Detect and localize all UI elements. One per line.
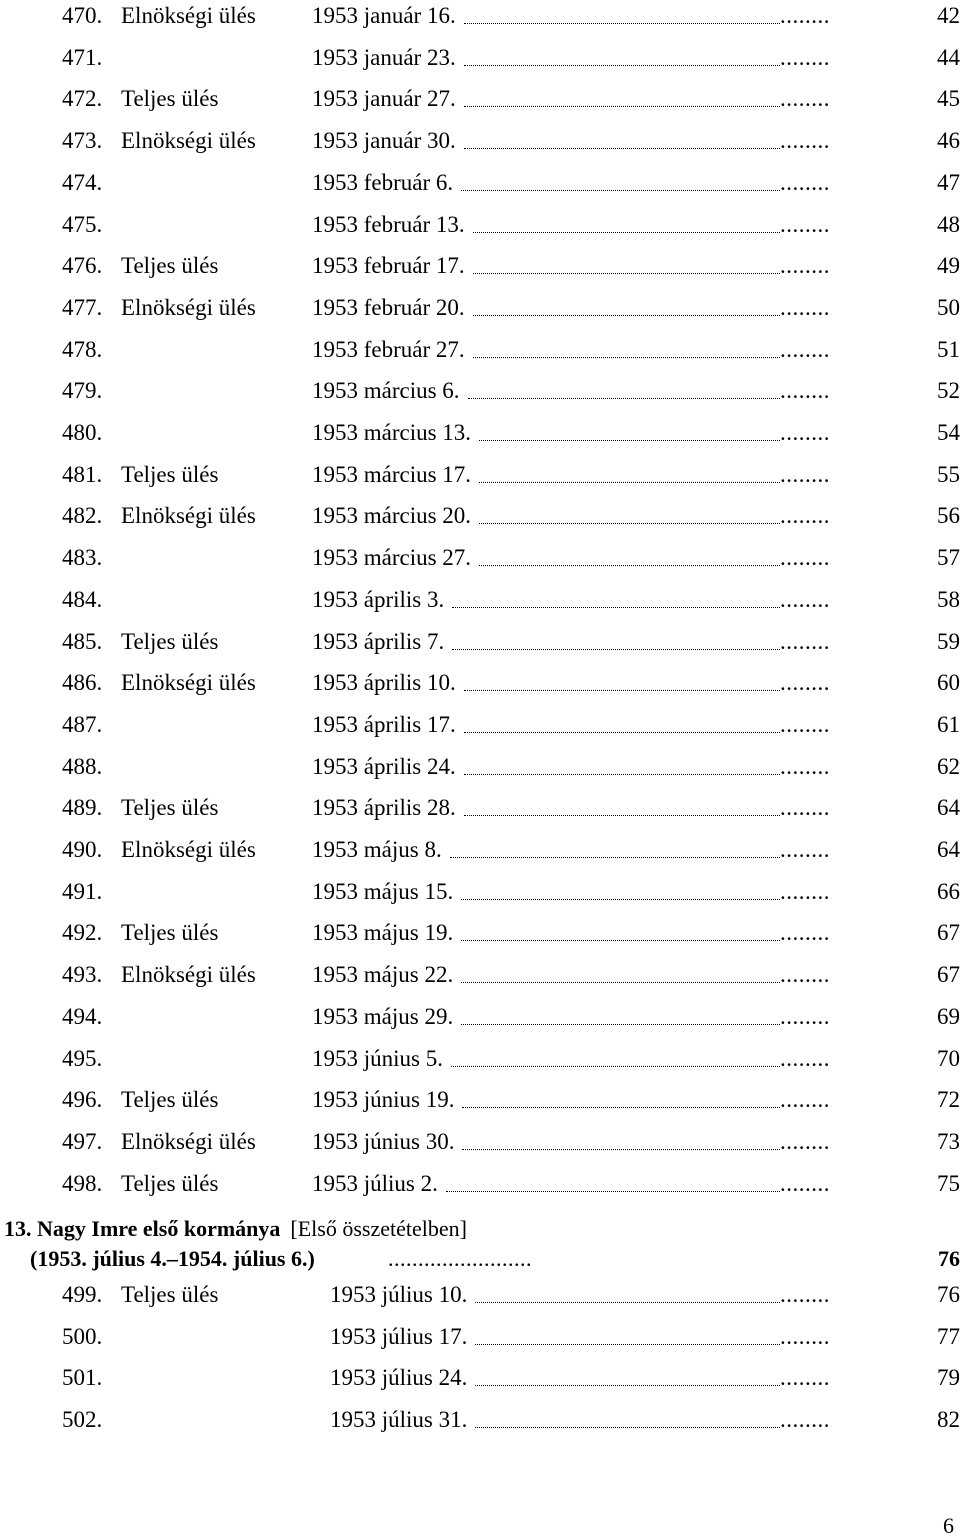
dot-leader-end: ........ <box>780 1045 830 1071</box>
section-dot-leader: ........................ <box>388 1246 532 1271</box>
toc-entry <box>0 1084 960 1116</box>
dot-leader-end: ........ <box>780 503 830 529</box>
footer-page-number: 6 <box>943 1513 954 1538</box>
session-date: 1953 április 28. <box>312 795 456 821</box>
session-date: 1953 április 10. <box>312 670 456 696</box>
dot-leader-end: ........ <box>780 253 830 279</box>
session-type: Elnökségi ülés <box>121 294 256 320</box>
entry-number: 497. <box>62 1128 103 1154</box>
entry-number: 495. <box>62 1045 103 1071</box>
session-date: 1953 február 20. <box>312 294 465 320</box>
dot-leader-end: ........ <box>780 920 830 946</box>
page-number: 45 <box>937 86 960 112</box>
session-date: 1953 január 16. <box>312 3 456 28</box>
dot-leader-end: ........ <box>780 1087 830 1113</box>
session-date: 1953 április 3. <box>312 586 445 612</box>
page-number: 77 <box>937 1323 960 1349</box>
dot-leader <box>461 1024 780 1025</box>
dot-leader-end: ........ <box>780 711 830 737</box>
page-number: 64 <box>937 795 960 821</box>
toc-entry <box>0 876 960 908</box>
entry-number: 482. <box>62 503 103 529</box>
page-number: 46 <box>937 128 960 154</box>
toc-entry <box>0 167 960 199</box>
dot-leader <box>473 232 780 233</box>
entry-number: 483. <box>62 545 103 571</box>
page-number: 57 <box>937 545 960 571</box>
toc-entry <box>0 459 960 491</box>
toc-entry <box>0 751 960 783</box>
entry-number: 492. <box>62 920 103 946</box>
page-number: 44 <box>937 44 960 70</box>
entry-number: 472. <box>62 86 103 112</box>
dot-leader-end: ........ <box>780 1128 830 1154</box>
entry-number: 474. <box>62 169 103 195</box>
page-number: 54 <box>937 420 960 445</box>
dot-leader-end: ........ <box>780 420 830 445</box>
dot-leader-end: ........ <box>780 1407 830 1433</box>
session-type: Teljes ülés <box>121 1282 219 1307</box>
entry-number: 479. <box>62 378 103 404</box>
session-date: 1953 január 27. <box>312 86 456 112</box>
dot-leader-end: ........ <box>780 86 830 112</box>
dot-leader <box>475 1385 780 1386</box>
session-date: 1953 június 5. <box>312 1045 443 1071</box>
session-date: 1953 július 24. <box>330 1365 468 1391</box>
page-number: 79 <box>937 1365 960 1391</box>
session-date: 1953 május 19. <box>312 920 454 946</box>
dot-leader-end: ........ <box>780 1282 830 1307</box>
entry-number: 475. <box>62 211 103 237</box>
dot-leader-end: ........ <box>780 962 830 988</box>
toc-entry <box>0 1043 960 1075</box>
session-date: 1953 február 27. <box>312 336 465 362</box>
entry-number: 481. <box>62 461 103 487</box>
dot-leader <box>461 899 780 900</box>
session-date: 1953 július 2. <box>312 1170 438 1196</box>
session-type: Elnökségi ülés <box>121 128 256 154</box>
toc-entry <box>0 1001 960 1033</box>
entry-number: 498. <box>62 1170 103 1196</box>
dot-leader-end: ........ <box>780 670 830 696</box>
session-date: 1953 május 29. <box>312 1003 454 1029</box>
toc-entry <box>0 1362 960 1394</box>
dot-leader-end: ........ <box>780 1323 830 1349</box>
dot-leader-end: ........ <box>780 169 830 195</box>
session-type: Teljes ülés <box>121 253 219 279</box>
dot-leader <box>464 106 780 107</box>
dot-leader <box>473 273 780 274</box>
page-number: 60 <box>937 670 960 696</box>
entry-number: 491. <box>62 878 103 904</box>
dot-leader <box>451 1066 780 1067</box>
dot-leader-end: ........ <box>780 1365 830 1391</box>
entry-number: 496. <box>62 1087 103 1113</box>
dot-leader-end: ........ <box>780 211 830 237</box>
dot-leader <box>462 1107 780 1108</box>
dot-leader <box>479 482 780 483</box>
entry-number: 478. <box>62 336 103 362</box>
dot-leader-end: ........ <box>780 44 830 70</box>
session-date: 1953 június 30. <box>312 1128 455 1154</box>
entry-number: 501. <box>62 1365 103 1391</box>
entry-number: 488. <box>62 753 103 779</box>
dot-leader <box>479 440 780 441</box>
session-date: 1953 április 24. <box>312 753 456 779</box>
dot-leader <box>464 690 780 691</box>
dot-leader <box>475 1344 780 1345</box>
page-number: 48 <box>937 211 960 237</box>
session-type: Teljes ülés <box>121 920 219 946</box>
section-subtitle: [Első összetételben] <box>290 1216 467 1241</box>
page-number: 67 <box>937 920 960 946</box>
session-type: Teljes ülés <box>121 628 219 654</box>
session-date: 1953 március 17. <box>312 461 472 487</box>
session-date: 1953 március 6. <box>312 378 460 404</box>
toc-entry <box>0 250 960 282</box>
dot-leader <box>468 398 780 399</box>
dot-leader <box>461 982 780 983</box>
entry-number: 493. <box>62 962 103 988</box>
toc-entry <box>0 83 960 115</box>
page-number: 58 <box>937 586 960 612</box>
section-title-line <box>4 1214 467 1244</box>
dot-leader <box>462 1149 780 1150</box>
toc-entry <box>0 334 960 366</box>
dot-leader <box>461 940 780 941</box>
page-number: 76 <box>937 1282 960 1307</box>
session-date: 1953 március 27. <box>312 545 472 571</box>
session-date: 1953 március 20. <box>312 503 472 529</box>
entry-number: 490. <box>62 837 103 862</box>
page-number: 66 <box>937 878 960 904</box>
dot-leader <box>475 1427 780 1428</box>
entry-number: 485. <box>62 628 103 654</box>
toc-entry <box>0 1279 960 1311</box>
dot-leader-end: ........ <box>780 128 830 154</box>
session-date: 1953 február 6. <box>312 169 454 195</box>
session-type: Elnökségi ülés <box>121 1128 256 1154</box>
entry-number: 470. <box>62 3 103 28</box>
session-date: 1953 április 17. <box>312 711 456 737</box>
toc-entry <box>0 1168 960 1200</box>
dot-leader-end: ........ <box>780 586 830 612</box>
session-type: Elnökségi ülés <box>121 3 256 28</box>
dot-leader <box>464 774 780 775</box>
session-date: 1953 február 17. <box>312 253 465 279</box>
session-date: 1953 április 7. <box>312 628 445 654</box>
session-type: Elnökségi ülés <box>121 503 256 529</box>
session-type: Teljes ülés <box>121 1087 219 1113</box>
toc-entry <box>0 584 960 616</box>
dot-leader-end: ........ <box>780 753 830 779</box>
dot-leader <box>479 523 780 524</box>
dot-leader <box>446 1191 780 1192</box>
dot-leader <box>475 1302 780 1303</box>
entry-number: 489. <box>62 795 103 821</box>
entry-number: 487. <box>62 711 103 737</box>
section-page-number: 76 <box>938 1246 960 1271</box>
session-type: Elnökségi ülés <box>121 837 256 862</box>
entry-number: 484. <box>62 586 103 612</box>
session-type: Teljes ülés <box>121 795 219 821</box>
dot-leader <box>464 815 780 816</box>
session-type: Teljes ülés <box>121 461 219 487</box>
dot-leader <box>479 565 780 566</box>
session-date: 1953 július 31. <box>330 1407 468 1433</box>
toc-entry <box>0 1321 960 1353</box>
session-date: 1953 május 22. <box>312 962 454 988</box>
toc-entry <box>0 375 960 407</box>
page-number: 70 <box>937 1045 960 1071</box>
session-date: 1953 július 17. <box>330 1323 468 1349</box>
toc-entry <box>0 917 960 949</box>
page-number: 67 <box>937 962 960 988</box>
toc-entry <box>0 792 960 824</box>
toc-entry <box>0 417 960 449</box>
page-number: 64 <box>937 837 960 862</box>
dot-leader-end: ........ <box>780 294 830 320</box>
dot-leader-end: ........ <box>780 878 830 904</box>
dot-leader <box>473 357 780 358</box>
dot-leader <box>461 190 780 191</box>
page-number: 61 <box>937 711 960 737</box>
session-type: Elnökségi ülés <box>121 670 256 696</box>
page-number: 75 <box>937 1170 960 1196</box>
page-number: 72 <box>937 1087 960 1113</box>
session-type: Teljes ülés <box>121 1170 219 1196</box>
dot-leader-end: ........ <box>780 795 830 821</box>
dot-leader <box>464 732 780 733</box>
page-number: 52 <box>937 378 960 404</box>
session-type: Elnökségi ülés <box>121 962 256 988</box>
entry-number: 499. <box>62 1282 103 1307</box>
session-date: 1953 február 13. <box>312 211 465 237</box>
toc-entry <box>0 125 960 157</box>
entry-number: 494. <box>62 1003 103 1029</box>
dot-leader <box>450 857 780 858</box>
page-number: 47 <box>937 169 960 195</box>
session-date: 1953 március 13. <box>312 420 472 445</box>
dot-leader <box>452 607 780 608</box>
page-number: 51 <box>937 336 960 362</box>
dot-leader-end: ........ <box>780 1170 830 1196</box>
dot-leader-end: ........ <box>780 1003 830 1029</box>
toc-entry <box>0 709 960 741</box>
page-number: 55 <box>937 461 960 487</box>
dot-leader <box>452 649 780 650</box>
entry-number: 471. <box>62 44 103 70</box>
page-number: 42 <box>937 3 960 28</box>
dot-leader <box>464 65 780 66</box>
toc-entry <box>0 959 960 991</box>
entry-number: 476. <box>62 253 103 279</box>
session-date: 1953 június 19. <box>312 1087 455 1113</box>
page-number: 82 <box>937 1407 960 1433</box>
page-number: 69 <box>937 1003 960 1029</box>
session-date: 1953 január 30. <box>312 128 456 154</box>
dot-leader-end: ........ <box>780 837 830 862</box>
section-dates: (1953. július 4.–1954. július 6.) <box>30 1246 315 1271</box>
page-number: 50 <box>937 294 960 320</box>
toc-entry <box>0 209 960 241</box>
entry-number: 473. <box>62 128 103 154</box>
toc-entry <box>0 292 960 324</box>
toc-entry <box>0 0 960 32</box>
toc-entry <box>0 626 960 658</box>
dot-leader <box>473 315 780 316</box>
entry-number: 477. <box>62 294 103 320</box>
toc-entry <box>0 500 960 532</box>
dot-leader-end: ........ <box>780 628 830 654</box>
toc-entry <box>0 834 960 866</box>
dot-leader-end: ........ <box>780 461 830 487</box>
session-date: 1953 május 8. <box>312 837 442 862</box>
toc-entry <box>0 42 960 74</box>
page-number: 49 <box>937 253 960 279</box>
dot-leader-end: ........ <box>780 336 830 362</box>
page-number: 62 <box>937 753 960 779</box>
section-dates-line <box>30 1244 315 1274</box>
session-date: 1953 július 10. <box>330 1282 468 1307</box>
toc-entry <box>0 667 960 699</box>
entry-number: 486. <box>62 670 103 696</box>
toc-entry <box>0 1126 960 1158</box>
toc-entry <box>0 542 960 574</box>
section-title: 13. Nagy Imre első kormánya <box>4 1216 281 1241</box>
session-type: Teljes ülés <box>121 86 219 112</box>
dot-leader <box>464 148 780 149</box>
dot-leader-end: ........ <box>780 545 830 571</box>
entry-number: 500. <box>62 1323 103 1349</box>
entry-number: 480. <box>62 420 103 445</box>
session-date: 1953 május 15. <box>312 878 454 904</box>
session-date: 1953 január 23. <box>312 44 456 70</box>
dot-leader-end: ........ <box>780 378 830 404</box>
page-number: 56 <box>937 503 960 529</box>
page-number: 73 <box>937 1128 960 1154</box>
toc-entry <box>0 1404 960 1436</box>
dot-leader <box>464 23 780 24</box>
page-number: 59 <box>937 628 960 654</box>
dot-leader-end: ........ <box>780 3 830 28</box>
entry-number: 502. <box>62 1407 103 1433</box>
